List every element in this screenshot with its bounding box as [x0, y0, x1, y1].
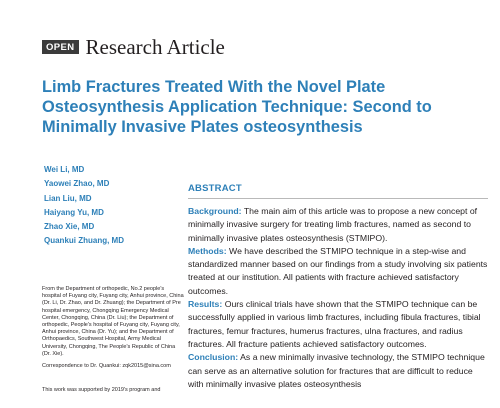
author-name: Wei Li, MD — [44, 165, 85, 174]
article-type: Research Article — [85, 35, 225, 59]
funding-note: This work was supported by 2019's program and — [42, 387, 161, 393]
abstract-body — [188, 205, 488, 391]
abstract-results — [188, 298, 488, 351]
methods-label: Methods: — [188, 245, 227, 256]
author-name: Quankui Zhuang, MD — [44, 236, 124, 246]
results-text: Ours clinical trials have shown that the STMIPO technique can be successfully applied in various limb fractures, including fibula fractures, tibial fractures, femur fractures, humerus fractures, ulna fractures, and radius fractures. All fracture patients achieved satisfactory outcomes. — [188, 299, 481, 349]
article-title: Limb Fractures Treated With the Novel Plate Osteosynthesis Application Technique: Second to Minimally Invasive Plates osteosynthesis — [42, 78, 432, 136]
author-name: Yaowei Zhao, MD — [44, 179, 110, 189]
correspondence-note: Correspondence to Dr. Quankui: zqk2015@sina.com — [42, 363, 171, 369]
abstract-methods — [188, 245, 488, 298]
author-name: Zhao Xie, MD — [44, 222, 95, 232]
conclusion-text: As a new minimally invasive technology, the STMIPO technique can serve as an alternative solution for fractures that are difficult to reduce with minimally invasive plates osteosynthesis — [188, 352, 485, 389]
abstract-background — [188, 205, 488, 245]
author-name: Haiyang Yu, MD — [44, 207, 104, 217]
article-header — [42, 36, 225, 58]
methods-text: We have described the STMIPO technique in a step-wise and standardized manner based on our findings from a study involving six patients treated at our institution. All patients with fracture achieved satisfactory outcomes. — [188, 245, 488, 296]
author-name: Lian Liu, MD — [44, 193, 92, 203]
background-label: Background: — [188, 206, 242, 216]
open-access-badge: OPEN — [42, 40, 79, 54]
conclusion-label: Conclusion: — [188, 352, 239, 363]
affiliations-note: From the Department of orthopedic, No.2 people's hospital of Fuyang city, Fuyang city, Anhui province, China (Dr. Li, Dr. Zhao, and Dr. Zhuang); the Department of Pre hospital emergency, Chongqing Emergency Medical Center, Chongqing, China (Dr. Liu); the Department of orthopedic, People's hospital of Fuyang city, Fuyang city, Anhui province, China (Dr. Yu); and the Department of Orthopaedics, Southwest Hospital, Army Medical University, Chongqing, The People's Republic of China (Dr. Xie). — [42, 286, 184, 357]
author-list — [44, 163, 184, 249]
results-label: Results: — [188, 299, 223, 310]
background-text: The main aim of this article was to propose a new concept of minimally invasive surgery for treating limb fractures, named as second to minimally invasive plates osteosynthesis (STMIPO). — [188, 206, 478, 243]
abstract-heading: ABSTRACT — [188, 183, 242, 194]
abstract-divider — [188, 198, 488, 199]
abstract-conclusion — [188, 351, 488, 391]
